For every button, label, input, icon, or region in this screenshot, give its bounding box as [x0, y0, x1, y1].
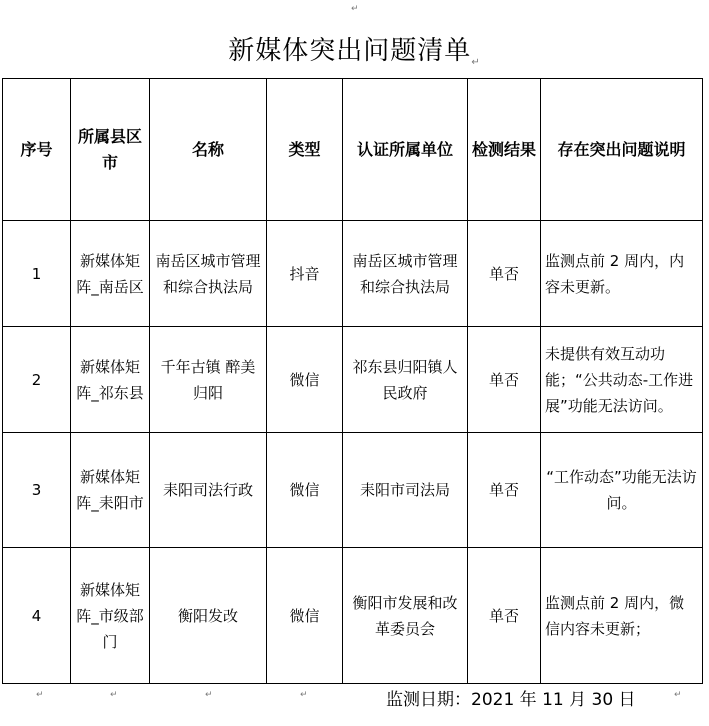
result-cell: 单否	[468, 548, 541, 684]
header-cell: 检测结果	[468, 79, 541, 221]
issues-table	[2, 78, 703, 684]
row-number: 1	[3, 221, 71, 327]
table-row	[3, 548, 703, 684]
media-name-cell: 南岳区城市管理和综合执法局	[150, 221, 267, 327]
monitoring-date: 监测日期：2021 年 11 月 30 日	[386, 690, 636, 710]
result-cell: 单否	[468, 327, 541, 433]
paragraph-mark: ↵	[36, 690, 44, 700]
header-cell: 所属县区市	[71, 79, 150, 221]
district-cell: 新媒体矩阵_南岳区	[71, 221, 150, 327]
row-number: 2	[3, 327, 71, 433]
media-name-cell: 耒阳司法行政	[150, 433, 267, 548]
org-cell: 祁东县归阳镇人民政府	[343, 327, 468, 433]
paragraph-mark: ↵	[300, 690, 308, 700]
issue-cell: 未提供有效互动功能；“公共动态-工作进展”功能无法访问。	[541, 327, 703, 433]
media-type-cell: 微信	[267, 327, 343, 433]
paragraph-mark: ↵	[110, 690, 118, 700]
paragraph-mark: ↵	[351, 4, 359, 14]
media-name-cell: 千年古镇 醉美归阳	[150, 327, 267, 433]
media-name-cell: 衡阳发改	[150, 548, 267, 684]
result-cell: 单否	[468, 221, 541, 327]
header-cell: 认证所属单位	[343, 79, 468, 221]
header-cell: 名称	[150, 79, 267, 221]
table-row	[3, 221, 703, 327]
header-cell: 序号	[3, 79, 71, 221]
issue-cell: “工作动态”功能无法访问。	[541, 433, 703, 548]
org-cell: 衡阳市发展和改革委员会	[343, 548, 468, 684]
paragraph-mark: ↵	[471, 57, 481, 68]
district-cell: 新媒体矩阵_祁东县	[71, 327, 150, 433]
media-type-cell: 抖音	[267, 221, 343, 327]
issue-cell: 监测点前 2 周内，微信内容未更新；	[541, 548, 703, 684]
paragraph-mark: ↵	[205, 690, 213, 700]
result-cell: 单否	[468, 433, 541, 548]
media-type-cell: 微信	[267, 433, 343, 548]
table-row	[3, 327, 703, 433]
issue-cell: 监测点前 2 周内，内容未更新。	[541, 221, 703, 327]
page-title-text: 新媒体突出问题清单	[228, 36, 472, 66]
header-cell: 存在突出问题说明	[541, 79, 703, 221]
media-type-cell: 微信	[267, 548, 343, 684]
paragraph-mark: ↵	[674, 690, 682, 700]
district-cell: 新媒体矩阵_耒阳市	[71, 433, 150, 548]
table-row	[3, 433, 703, 548]
row-number: 3	[3, 433, 71, 548]
org-cell: 耒阳市司法局	[343, 433, 468, 548]
table-header-row	[3, 79, 703, 221]
org-cell: 南岳区城市管理和综合执法局	[343, 221, 468, 327]
district-cell: 新媒体矩阵_市级部门	[71, 548, 150, 684]
page-title	[0, 30, 709, 68]
row-number: 4	[3, 548, 71, 684]
header-cell: 类型	[267, 79, 343, 221]
